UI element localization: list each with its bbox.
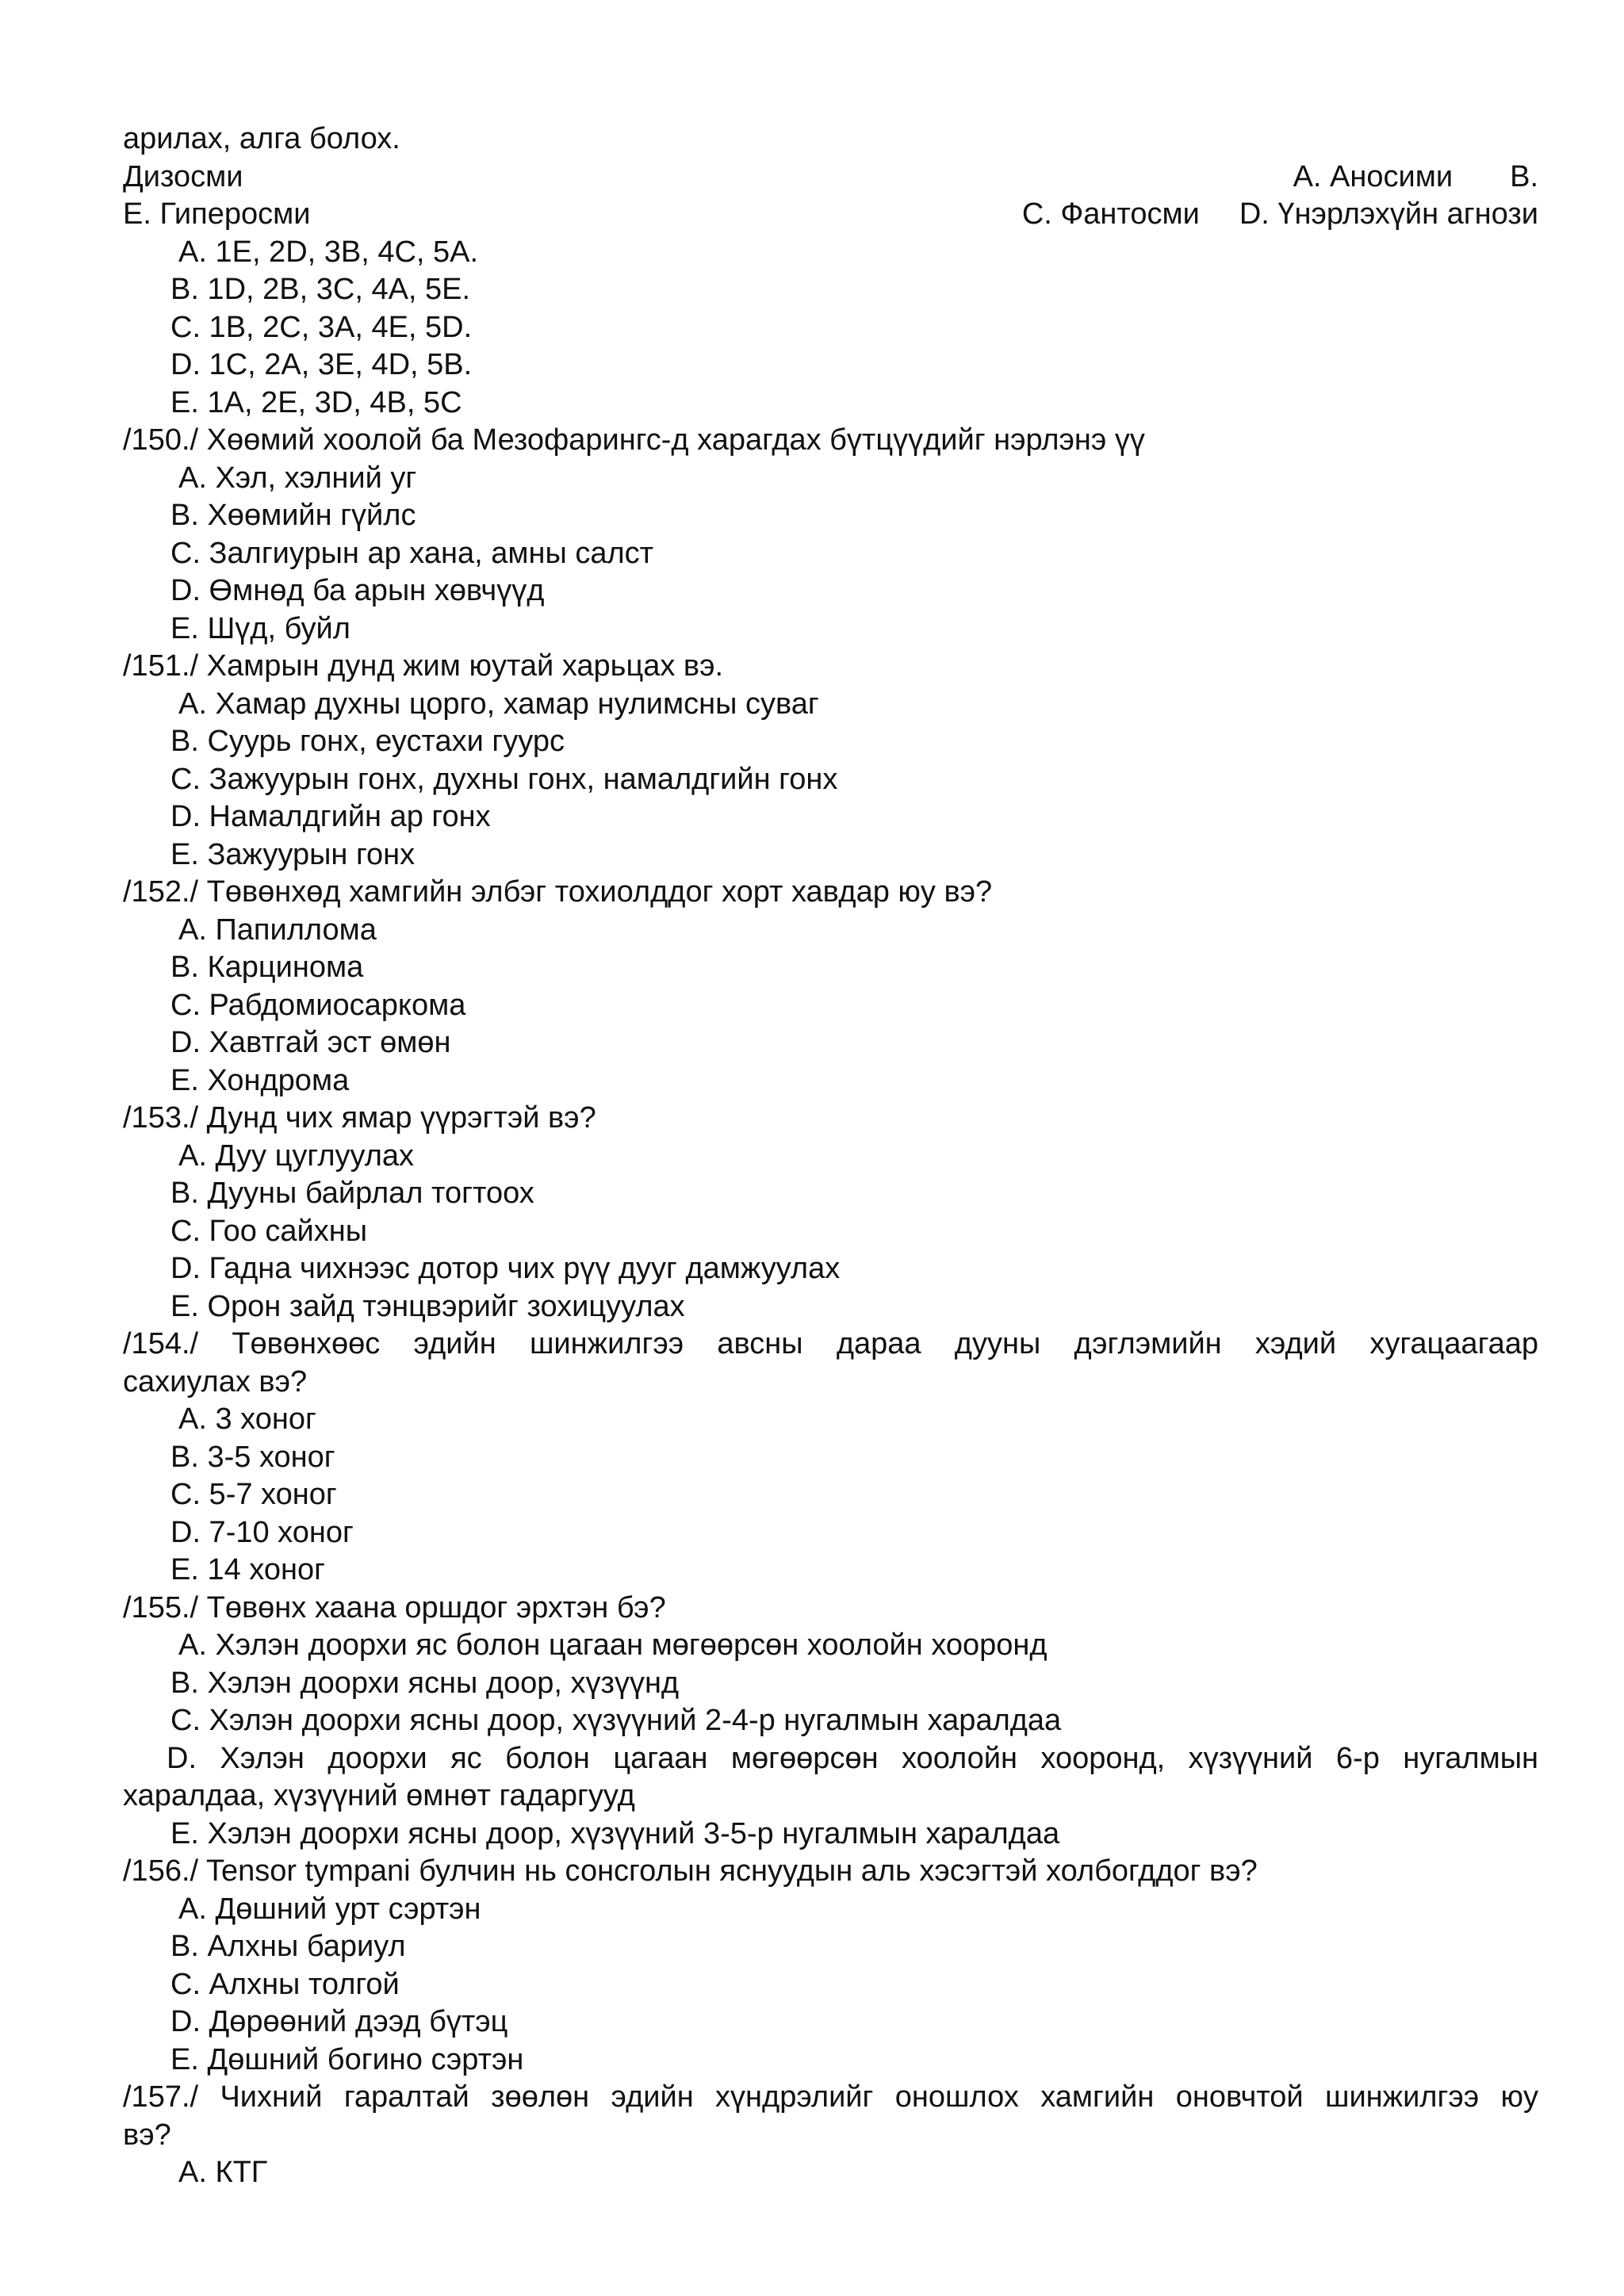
option-b-dysosmia: Дизосми [123, 159, 243, 193]
answer-option: B. Суурь гонх, еустахи гуурс [170, 725, 565, 758]
answer-option: C. Рабдомиосаркома [170, 988, 466, 1022]
answer-option: C. Алхны толгой [170, 1967, 400, 2001]
answer-option: B. Алхны бариул [170, 1930, 406, 1963]
answer-option: C. 5-7 хоног [170, 1478, 337, 1511]
answer-option: C. Гоо сайхны [170, 1214, 368, 1248]
question-156: /156./ Tensor tympani булчин нь сонсголын яснуудын аль хэсэгтэй холбогддог вэ? [123, 1854, 1258, 1888]
answer-option-d-line-1: D. Хэлэн доорхи яс болон цагаан мөгөөрсөн хоолойн хооронд, хүзүүний 6-р нугалмын [167, 1741, 1538, 1775]
answer-option: A. 1E, 2D, 3B, 4C, 5A. [178, 235, 479, 269]
answer-option: D. 1C, 2A, 3E, 4D, 5B. [170, 348, 473, 381]
answer-option: E. Орон зайд тэнцвэрийг зохицуулах [170, 1289, 685, 1323]
question-151: /151./ Хамрын дунд жим юутай харьцах вэ. [123, 649, 724, 683]
answer-option: A. Хамар духны цорго, хамар нулимсны суваг [178, 687, 819, 721]
question-157-line-2: вэ? [123, 2118, 171, 2152]
option-b-label: B. [1510, 159, 1538, 193]
answer-option: C. Хэлэн доорхи ясны доор, хүзүүний 2-4-р нугалмын харалдаа [170, 1704, 1062, 1737]
option-a-anosmia: A. Аносими [1293, 159, 1454, 193]
top-right-options [1244, 121, 1538, 193]
answer-option: A. Дуу цуглуулах [178, 1138, 415, 1173]
answer-option: D. Дөрөөний дээд бүтэц [170, 2005, 508, 2038]
answer-option: C. Залгиурын ар хана, амны салст [170, 536, 654, 570]
answer-option: C. 1B, 2C, 3A, 4E, 5D. [170, 310, 473, 344]
question-154-line-2: сахиулах вэ? [123, 1364, 308, 1399]
answer-option: E. 14 хоног [170, 1553, 325, 1586]
answer-option: D. Өмнөд ба арын хөвчүүд [170, 574, 545, 607]
question-154-line-1: /154./ Төвөнхөөс эдийн шинжилгээ авсны дараа дууны дэглэмийн хэдий хугацаагаар [123, 1327, 1538, 1360]
question-153: /153./ Дунд чих ямар үүрэгтэй вэ? [123, 1101, 596, 1135]
answer-option: A. 3 хоног [178, 1402, 316, 1436]
answer-option: D. Хавтгай эст өмөн [170, 1026, 451, 1059]
answer-option: B. Карцинома [170, 951, 364, 984]
answer-option: E. Хондрома [170, 1063, 350, 1097]
continuation-text: арилах, алга болох. [123, 122, 400, 155]
answer-option: A. КТГ [178, 2156, 268, 2189]
document-page [123, 121, 1538, 2192]
answer-option: E. Зажуурын гонх [170, 837, 416, 871]
answer-option: B. Хөөмийн гүйлс [170, 499, 416, 532]
answer-option: A. Хэл, хэлний уг [178, 461, 417, 495]
answer-option: B. 3-5 хоног [170, 1440, 335, 1474]
question-155: /155./ Төвөнх хаана оршдог эрхтэн бэ? [123, 1590, 666, 1624]
answer-option: B. Хэлэн доорхи ясны доор, хүзүүнд [170, 1666, 680, 1700]
option-d-agnosia: D. Үнэрлэхүйн агнози [1239, 197, 1538, 231]
answer-option: A. Дөшний урт сэртэн [178, 1892, 481, 1926]
answer-option: D. Намалдгийн ар гонх [170, 800, 491, 833]
answer-option: E. Шүд, буйл [170, 611, 350, 645]
option-e-hyperosmia: E. Гиперосми [123, 197, 311, 231]
answer-option: E. Дөшний богино сэртэн [170, 2042, 524, 2076]
question-150: /150./ Хөөмий хоолой ба Мезофарингс-д харагдах бүтцүүдийг нэрлэнэ үү [123, 423, 1145, 457]
answer-option: A. Хэлэн доорхи яс болон цагаан мөгөөрсөн хоолойн хооронд [178, 1628, 1048, 1662]
answer-option: B. 1D, 2B, 3C, 4A, 5E. [170, 273, 471, 306]
answer-option: D. 7-10 хоног [170, 1515, 354, 1549]
answer-option: B. Дууны байрлал тогтоох [170, 1177, 534, 1210]
question-157-line-1: /157./ Чихний гаралтай зөөлөн эдийн хүндрэлийг оношлох хамгийн оновчтой шинжилгээ юу [123, 2080, 1538, 2114]
option-c-phantosmia: C. Фантосми [1021, 197, 1200, 231]
answer-option: A. Папиллома [178, 913, 377, 947]
top-right-options-2 [971, 159, 1538, 231]
answer-option: E. 1A, 2E, 3D, 4B, 5C [170, 385, 462, 419]
answer-option: E. Хэлэн доорхи ясны доор, хүзүүний 3-5-р нугалмын харалдаа [170, 1816, 1060, 1850]
answer-option-d-line-2: харалдаа, хүзүүний өмнөт гадаргууд [123, 1779, 635, 1812]
question-152: /152./ Төвөнхөд хамгийн элбэг тохиолддог хорт хавдар юу вэ? [123, 875, 993, 909]
answer-option: D. Гадна чихнээс дотор чих рүү дууг дамжуулах [170, 1252, 841, 1285]
answer-option: C. Зажуурын гонх, духны гонх, намалдгийн гонх [170, 762, 838, 796]
